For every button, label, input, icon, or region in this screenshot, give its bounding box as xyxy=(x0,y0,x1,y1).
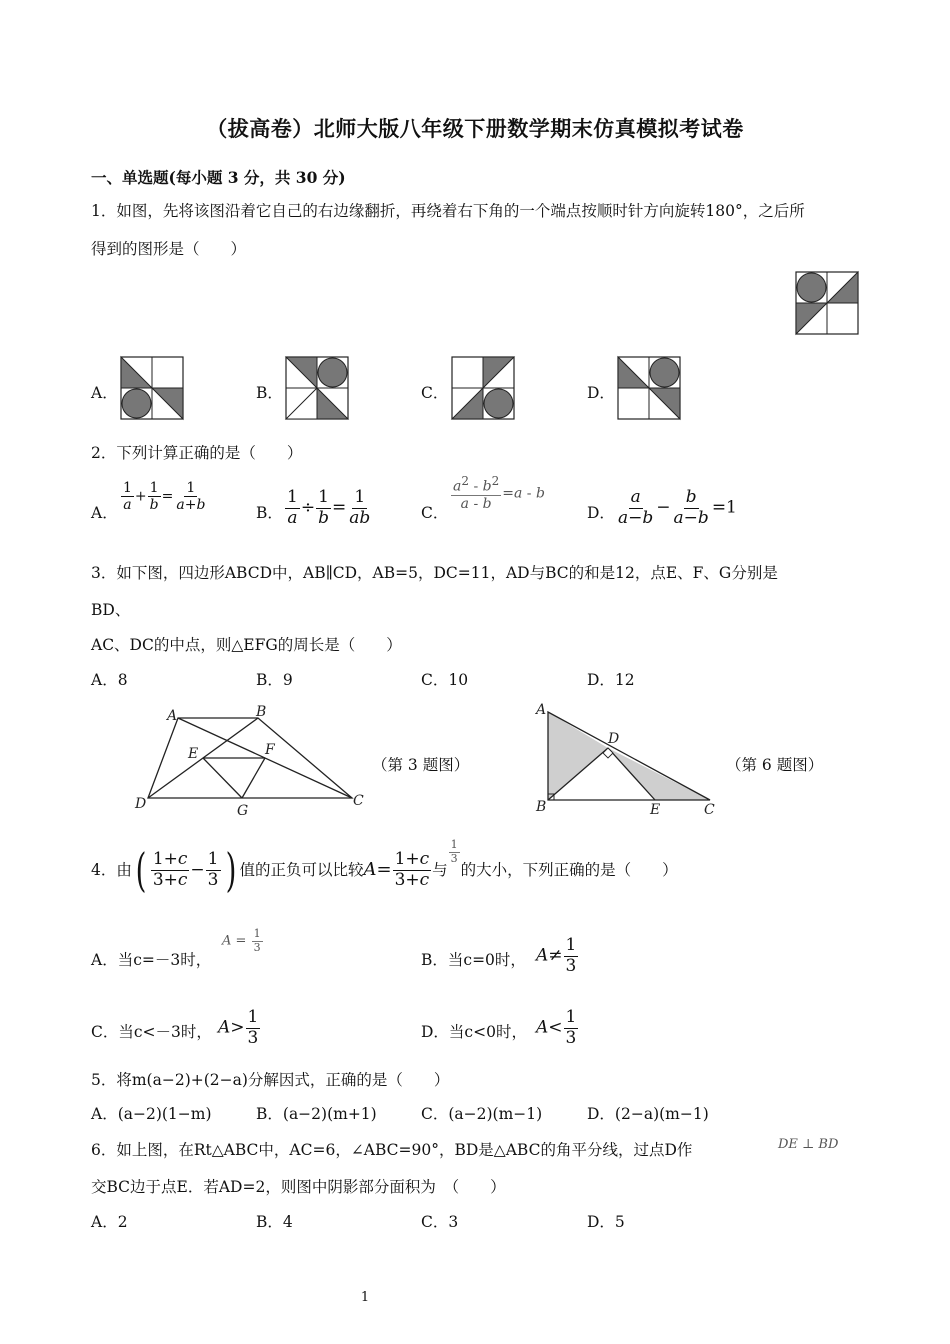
q1-option-a-figure xyxy=(121,357,183,419)
q3-stem-line2: BD、 xyxy=(91,601,131,619)
q3-trapezoid-figure xyxy=(130,700,370,820)
q2-option-c-formula: $\frac{a^2 - b^2}{a - b}$ =a - b xyxy=(453,474,545,512)
q3-stem-line3: AC、DC的中点，则△EFG的周长是（ ） xyxy=(91,636,402,654)
page-number: 1 xyxy=(360,1290,370,1305)
q4-mid: 值的正负可以比较 xyxy=(239,860,364,879)
q4-option-d: D．当c<0时， xyxy=(421,1023,527,1041)
q6-stem-line2: 交BC边于点E．若AD=2，则图中阴影部分面积为 （ ） xyxy=(91,1178,506,1196)
q3-option-b: B．9 xyxy=(256,671,293,689)
fig6-label-d: D xyxy=(608,731,620,747)
q1-option-c-figure xyxy=(452,357,514,419)
q4-and: 与 xyxy=(432,860,448,879)
q6-option-c: C．3 xyxy=(421,1213,459,1231)
q1-option-c-label: C． xyxy=(421,384,449,402)
q3-option-c: C．10 xyxy=(421,671,469,689)
q2-option-b-label: B． xyxy=(256,504,283,522)
q6-triangle-figure xyxy=(530,700,730,820)
fig3-caption: （第 3 题图） xyxy=(372,756,470,774)
q3-stem-line1: 3．如下图，四边形ABCD中，AB∥CD，AB=5，DC=11，AD与BC的和是12，点E、F、G分别是 xyxy=(91,564,778,582)
q2-option-d-label: D． xyxy=(587,504,615,522)
q4-option-c-formula: A> $\frac{1}{3}$ xyxy=(218,1007,259,1048)
fig3-label-g: G xyxy=(237,803,249,819)
q2-option-c-label: C． xyxy=(421,504,449,522)
q1-option-a-label: A． xyxy=(91,384,118,402)
fig6-label-a: A xyxy=(536,702,547,718)
fig6-label-b: B xyxy=(536,799,547,815)
q2-stem: 2．下列计算正确的是（ ） xyxy=(91,444,303,462)
q1-option-b-figure xyxy=(286,357,348,419)
q3-option-a: A．8 xyxy=(91,671,128,689)
q4-option-b-formula: A≠ $\frac{1}{3}$ xyxy=(536,935,577,976)
fig3-label-f: F xyxy=(265,742,275,758)
q1-option-d-label: D． xyxy=(587,384,615,402)
q2-option-a-formula: $\frac{1}{a}$ + $\frac{1}{b}$ = $\frac{1}{a+b}$ xyxy=(123,480,206,514)
fig6-label-c: C xyxy=(704,802,715,818)
page-title: （拔高卷）北师大版八年级下册数学期末仿真模拟考试卷 xyxy=(206,116,744,141)
q5-stem: 5．将m(a−2)+(2−a)分解因式，正确的是（ ） xyxy=(91,1071,450,1089)
q6-stem-line1: 6．如上图，在Rt△ABC中，AC=6，∠ABC=90°，BD是△ABC的角平分线，过点D作 xyxy=(91,1141,693,1159)
q1-reference-figure xyxy=(796,272,858,334)
fig3-label-b: B xyxy=(256,704,267,720)
q2-option-d-formula: $\frac{a}{a-b}$ − $\frac{b}{a-b}$ =1 xyxy=(618,487,737,528)
q4-option-a: A．当c=－3时， xyxy=(91,951,212,969)
q4-option-a-formula: A = $\frac{1}{3}$ xyxy=(222,927,261,954)
fig3-label-a: A xyxy=(167,708,178,724)
q4-option-d-formula: A< $\frac{1}{3}$ xyxy=(536,1007,577,1048)
fig6-caption: （第 6 题图） xyxy=(726,756,824,774)
q6-option-d: D．5 xyxy=(587,1213,625,1231)
q4-option-c: C．当c<－3时， xyxy=(91,1023,212,1041)
section-heading: 一、单选题(每小题 3 分，共 30 分) xyxy=(91,168,346,187)
q5-option-c: C．(a−2)(m−1) xyxy=(421,1105,543,1123)
q6-option-b: B．4 xyxy=(256,1213,293,1231)
q4-stem: 4．由 ( $\frac{1+c}{3+c}$ − $\frac{1}{3}$ ) 值的正负可以比较 A= $\frac{1+c}{3+c}$ 与 $\frac{1}{3}$ 的大小，下列正确的是（ ） xyxy=(91,837,678,897)
q1-option-d-figure xyxy=(618,357,680,419)
q6-option-a: A．2 xyxy=(91,1213,128,1231)
fig3-label-c: C xyxy=(353,793,364,809)
q5-option-b: B．(a−2)(m+1) xyxy=(256,1105,377,1123)
q2-option-a-label: A． xyxy=(91,504,118,522)
q1-stem-line1: 1．如图，先将该图沿着它自己的右边缘翻折，再绕着右下角的一个端点按顺时针方向旋转180°，之后所 xyxy=(91,202,805,220)
q6-stem-formula: DE ⊥ BD xyxy=(778,1137,839,1152)
fig3-label-d: D xyxy=(135,796,147,812)
fig6-label-e: E xyxy=(650,802,661,818)
q5-option-d: D．(2−a)(m−1) xyxy=(587,1105,709,1123)
q4-option-b: B．当c=0时， xyxy=(421,951,526,969)
q1-option-b-label: B． xyxy=(256,384,283,402)
q1-stem-line2: 得到的图形是（ ） xyxy=(91,240,247,258)
q2-option-b-formula: $\frac{1}{a}$ ÷ $\frac{1}{b}$ = $\frac{1}{ab}$ xyxy=(287,487,371,528)
q4-suffix: 的大小，下列正确的是（ ） xyxy=(460,860,678,879)
q4-prefix: 4．由 xyxy=(91,860,132,879)
q5-option-a: A．(a−2)(1−m) xyxy=(91,1105,212,1123)
fig3-label-e: E xyxy=(188,746,199,762)
q3-option-d: D．12 xyxy=(587,671,635,689)
